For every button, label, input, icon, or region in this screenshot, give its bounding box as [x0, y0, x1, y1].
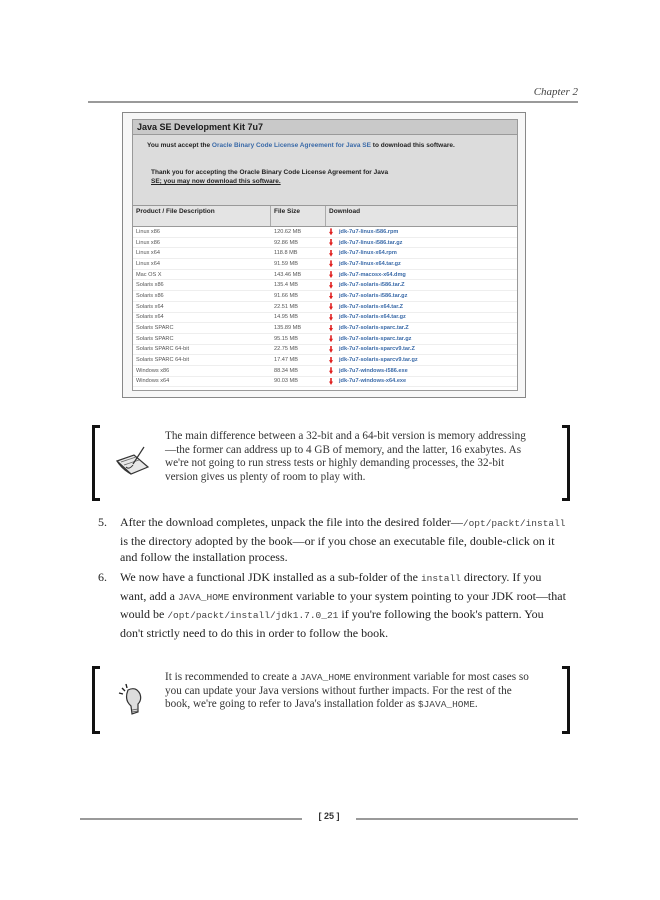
size-cell: 22.51 MB [274, 303, 298, 310]
download-arrow-icon[interactable] [329, 239, 333, 246]
license-text [147, 141, 513, 150]
code-path: /opt/packt/install [462, 518, 566, 529]
product-cell: Windows x86 [136, 367, 170, 374]
step-number: 5. [98, 515, 107, 529]
download-table-body [133, 227, 517, 387]
table-row [133, 248, 517, 259]
download-arrow-icon[interactable] [329, 292, 333, 299]
download-link[interactable]: jdk-7u7-linux-i586.rpm [339, 228, 399, 235]
download-link[interactable]: jdk-7u7-solaris-i586.tar.Z [339, 282, 405, 289]
download-arrow-icon[interactable] [329, 271, 333, 278]
code-java-home-var: $JAVA_HOME [417, 699, 475, 711]
download-link[interactable]: jdk-7u7-windows-x64.exe [339, 378, 407, 385]
text-run: We now have a functional JDK installed as a sub-folder of the [120, 570, 421, 584]
text-run: is the directory adopted by the book—or if you chose an executable file, double-click on it and follow the installation process. [120, 533, 555, 564]
thanks-line-2: SE; you may now download this software. [151, 178, 281, 185]
download-link[interactable]: jdk-7u7-solaris-sparc.tar.Z [339, 325, 409, 332]
header-rule [88, 101, 578, 103]
product-cell: Solaris SPARC [136, 325, 174, 332]
size-cell: 135.4 MB [274, 282, 298, 289]
note-box-java-home [92, 666, 570, 734]
product-cell: Linux x64 [136, 250, 160, 257]
jdk-download-screenshot [122, 112, 526, 398]
size-cell: 22.75 MB [274, 346, 298, 353]
thanks-text [147, 168, 513, 186]
product-cell: Solaris x86 [136, 292, 164, 299]
left-bracket [92, 666, 100, 734]
table-row [133, 366, 517, 377]
download-cell [326, 282, 517, 289]
size-cell: 91.59 MB [274, 260, 298, 267]
text-run: environment variable to your system pointing to your JDK root—that would be [120, 588, 566, 621]
download-cell [326, 228, 517, 235]
running-head: Chapter 2 [533, 86, 578, 98]
download-arrow-icon[interactable] [329, 250, 333, 257]
code-jdk-path: /opt/packt/install/jdk1.7.0_21 [167, 610, 339, 621]
download-arrow-icon[interactable] [329, 378, 333, 385]
product-cell: Mac OS X [136, 271, 162, 278]
download-arrow-icon[interactable] [329, 335, 333, 342]
footer-rule-left [80, 818, 302, 820]
download-cell [326, 357, 517, 364]
download-arrow-icon[interactable] [329, 228, 333, 235]
note-text: The main difference between a 32-bit and a 64-bit version is memory addressing—the former can address up to 4 GB of memory, and the latter, 16 exabytes. As we're not going to run stress tests or highly demanding processes, the 32-bit version gives us plenty of room to play with. [165, 430, 526, 483]
left-bracket [92, 425, 100, 501]
download-arrow-icon[interactable] [329, 282, 333, 289]
download-link[interactable]: jdk-7u7-windows-i586.exe [339, 367, 408, 374]
download-link[interactable]: jdk-7u7-solaris-x64.tar.gz [339, 314, 406, 321]
footer-rule-right [356, 818, 578, 820]
download-cell [326, 335, 517, 342]
col-size: File Size [271, 206, 326, 226]
download-cell [326, 303, 517, 310]
table-row [133, 270, 517, 281]
download-cell [326, 271, 517, 278]
download-link[interactable]: jdk-7u7-solaris-sparcv9.tar.Z [339, 346, 415, 353]
table-row [133, 377, 517, 388]
download-link[interactable]: jdk-7u7-solaris-i586.tar.gz [339, 292, 408, 299]
table-row [133, 280, 517, 291]
table-row [133, 259, 517, 270]
note-pad-icon [114, 443, 154, 479]
product-cell: Linux x86 [136, 239, 160, 246]
download-link[interactable]: jdk-7u7-solaris-sparcv9.tar.gz [339, 357, 418, 364]
download-arrow-icon[interactable] [329, 314, 333, 321]
license-notice [133, 135, 517, 205]
step-text [120, 569, 568, 641]
product-cell: Solaris SPARC [136, 335, 174, 342]
download-cell [326, 378, 517, 385]
download-arrow-icon[interactable] [329, 325, 333, 332]
table-row [133, 313, 517, 324]
download-cell [326, 346, 517, 353]
right-bracket [562, 666, 570, 734]
size-cell: 88.34 MB [274, 367, 298, 374]
product-cell: Solaris x64 [136, 303, 164, 310]
download-arrow-icon[interactable] [329, 303, 333, 310]
code-java-home: JAVA_HOME [177, 591, 230, 603]
table-row [133, 227, 517, 238]
step-number: 6. [98, 570, 107, 584]
code-install: install [420, 573, 461, 584]
note-text [165, 671, 530, 712]
download-cell [326, 325, 517, 332]
table-row [133, 323, 517, 334]
text-run: It is recommended to create a [165, 671, 300, 683]
download-cell [326, 239, 517, 246]
download-cell [326, 260, 517, 267]
size-cell: 143.46 MB [274, 271, 302, 278]
step-text [120, 514, 568, 566]
license-link[interactable]: Oracle Binary Code License Agreement for Java SE [211, 142, 371, 149]
size-cell: 118.8 MB [274, 250, 298, 257]
download-arrow-icon[interactable] [329, 346, 333, 353]
table-row [133, 238, 517, 249]
size-cell: 92.86 MB [274, 239, 298, 246]
download-arrow-icon[interactable] [329, 357, 333, 364]
size-cell: 135.89 MB [274, 325, 302, 332]
text-run: directory. If you want, add a [120, 570, 542, 603]
panel-title: Java SE Development Kit 7u7 [133, 120, 517, 135]
text-run: environment variable for most cases so you can update your Java versions without further impacts. For the rest of the book, we're going to refer to Java's installation folder as [165, 671, 529, 711]
product-cell: Linux x64 [136, 260, 160, 267]
download-cell [326, 314, 517, 321]
product-cell: Solaris SPARC 64-bit [136, 357, 190, 364]
download-arrow-icon[interactable] [329, 260, 333, 267]
page-number: [ 25 ] [318, 811, 340, 821]
col-download: Download [329, 208, 361, 215]
download-cell [326, 292, 517, 299]
table-row [133, 291, 517, 302]
download-link[interactable]: jdk-7u7-linux-i586.tar.gz [339, 239, 403, 246]
download-link[interactable]: jdk-7u7-macosx-x64.dmg [339, 271, 406, 278]
thanks-line-1: Thank you for accepting the Oracle Binary Code License Agreement for Java [151, 169, 389, 176]
size-cell: 91.66 MB [274, 292, 298, 299]
product-cell: Solaris x64 [136, 314, 164, 321]
size-cell: 120.62 MB [274, 228, 302, 235]
table-row [133, 355, 517, 366]
download-link[interactable]: jdk-7u7-solaris-x64.tar.Z [339, 303, 404, 310]
note-box-memory [92, 425, 570, 501]
download-link[interactable]: jdk-7u7-solaris-sparc.tar.gz [339, 335, 412, 342]
download-cell [326, 367, 517, 374]
download-link[interactable]: jdk-7u7-linux-x64.rpm [339, 250, 397, 257]
table-row [133, 345, 517, 356]
text-run: After the download completes, unpack the file into the desired folder— [120, 515, 463, 529]
size-cell: 14.95 MB [274, 314, 298, 321]
col-product: Product / File Description [133, 206, 271, 226]
notice-suffix: to download this software. [370, 142, 455, 149]
table-row [133, 334, 517, 345]
size-cell: 95.15 MB [274, 335, 298, 342]
table-row [133, 302, 517, 313]
code-java-home: JAVA_HOME [299, 672, 352, 683]
download-arrow-icon[interactable] [329, 367, 333, 374]
lightbulb-icon [114, 682, 154, 718]
download-panel [132, 119, 518, 391]
text-run: if you're following the book's pattern. You don't strictly need to do this in order to follow the book. [120, 607, 544, 640]
size-cell: 17.47 MB [274, 357, 298, 364]
download-cell [326, 250, 517, 257]
product-cell: Solaris SPARC 64-bit [136, 346, 190, 353]
download-link[interactable]: jdk-7u7-linux-x64.tar.gz [339, 260, 401, 267]
product-cell: Windows x64 [136, 378, 170, 385]
table-header [133, 205, 517, 227]
product-cell: Solaris x86 [136, 282, 164, 289]
product-cell: Linux x86 [136, 228, 160, 235]
notice-prefix: You must accept the [147, 142, 212, 149]
size-cell: 90.03 MB [274, 378, 298, 385]
text-run: . [474, 698, 478, 711]
right-bracket [562, 425, 570, 501]
